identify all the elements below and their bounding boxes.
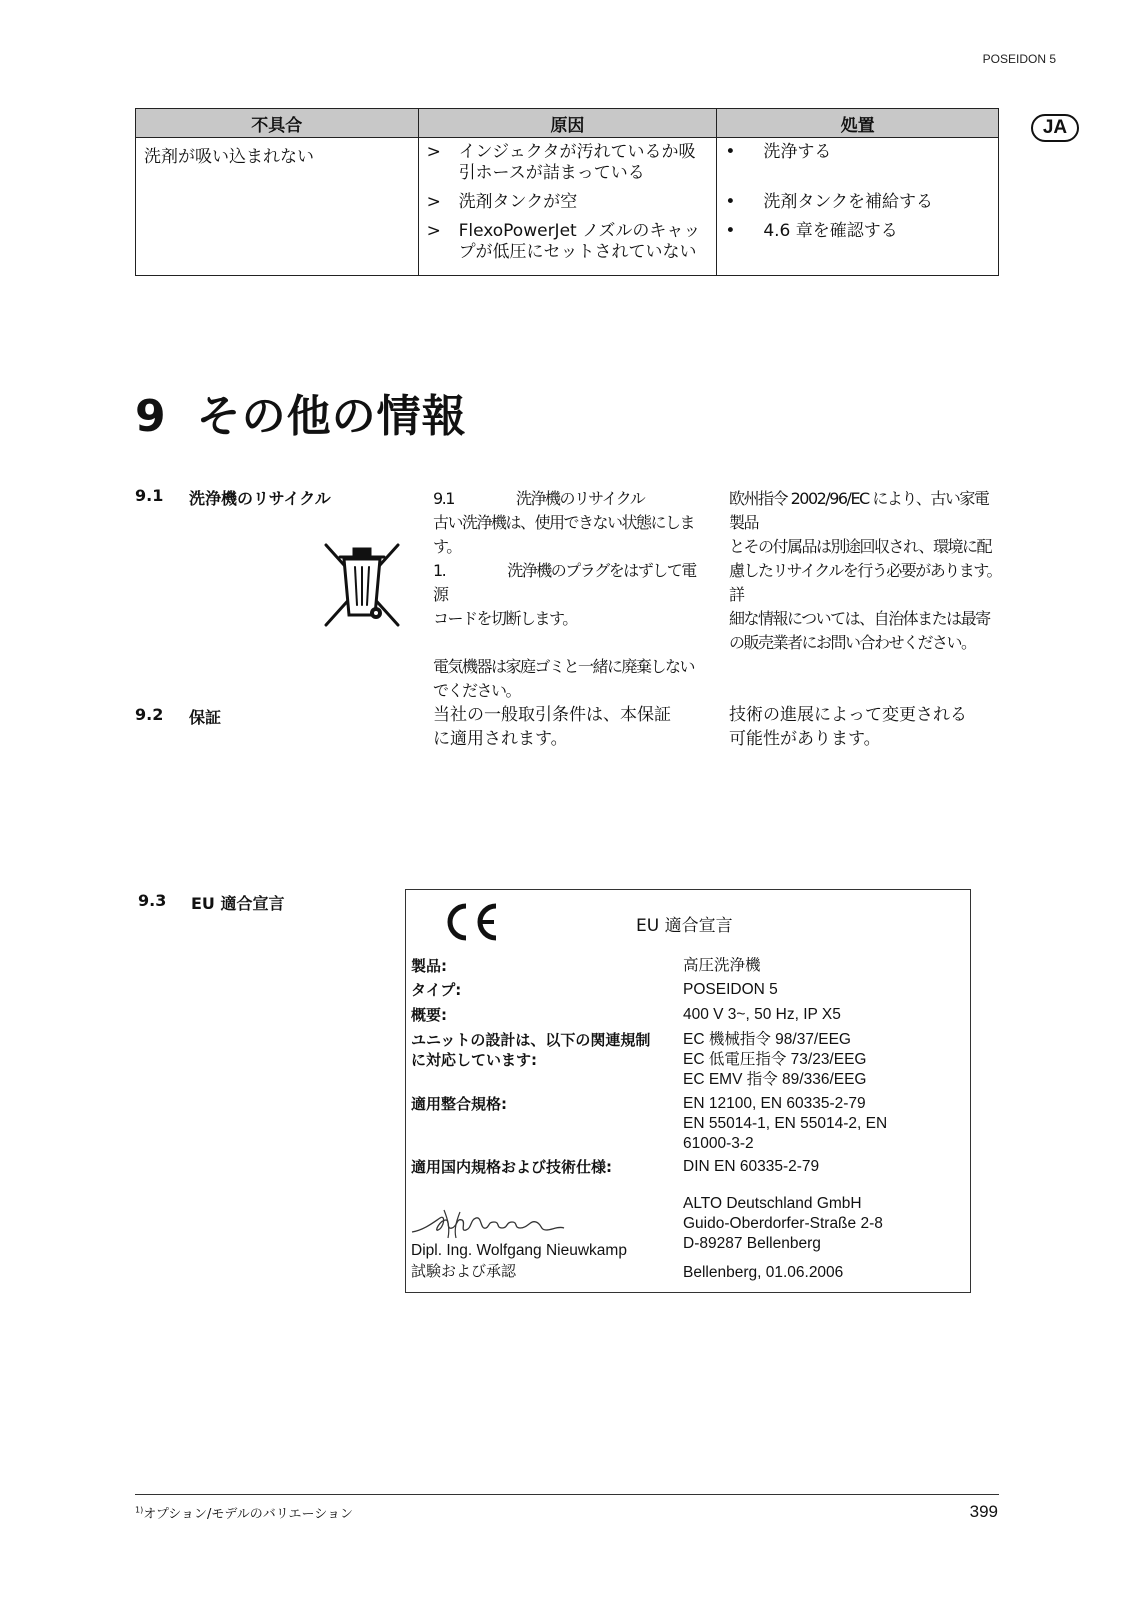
cause-item xyxy=(427,221,709,263)
header-product-name: POSEIDON 5 xyxy=(982,52,1056,66)
recycle-line: 古い洗浄機は、使用できない状態にしま xyxy=(433,513,695,532)
recycle-heading: 9.1 洗浄機のリサイクル xyxy=(433,489,645,508)
chapter-title xyxy=(135,380,467,444)
remedy-bullet: • xyxy=(725,142,736,162)
remedy-text: 洗剤タンクを補給する xyxy=(763,192,933,212)
remedy-item xyxy=(725,221,990,242)
recycle-line: とその付属品は別途回収され、環境に配 xyxy=(729,537,991,556)
warranty-text-col1 xyxy=(433,703,708,751)
summary-value: 400 V 3~, 50 Hz, IP X5 xyxy=(683,1006,841,1023)
section-title: EU 適合宣言 xyxy=(191,894,285,913)
table-header-cause: 原因 xyxy=(418,109,717,138)
company-line: D-89287 Bellenberg xyxy=(683,1235,821,1252)
cause-item xyxy=(427,142,709,184)
signer-role: 試験および承認 xyxy=(411,1262,517,1280)
signature-image xyxy=(410,1208,568,1240)
warranty-text-col2 xyxy=(729,703,1004,751)
chapter-title-text: その他の情報 xyxy=(196,391,467,442)
remedy-item xyxy=(725,142,990,163)
signer-name: Dipl. Ing. Wolfgang Nieuwkamp xyxy=(411,1242,627,1259)
cause-marker: > xyxy=(426,142,441,162)
cause-item xyxy=(427,192,709,213)
national-standards-label: 適用国内規格および技術仕様: xyxy=(411,1158,612,1176)
remedy-item xyxy=(725,192,990,213)
recycle-line: の販売業者にお問い合わせください。 xyxy=(729,633,976,652)
cause-marker: > xyxy=(426,221,441,241)
company-line: ALTO Deutschland GmbH xyxy=(683,1195,862,1212)
design-label-line: ユニットの設計は、以下の関連規制 xyxy=(411,1031,651,1049)
standard-value: EN 55014-1, EN 55014-2, EN xyxy=(683,1115,888,1132)
footnote xyxy=(135,1503,353,1522)
footer-divider xyxy=(135,1494,999,1495)
ce-mark-icon xyxy=(444,902,500,942)
directive-value: EC 機械指令 98/37/EEG xyxy=(683,1031,851,1048)
footnote-text: オプション/モデルのバリエーション xyxy=(143,1507,353,1522)
section-title: 洗浄機のリサイクル xyxy=(189,489,331,508)
cause-text: インジェクタが汚れているか吸 引ホースが詰まっている xyxy=(458,142,696,183)
footnote-marker: 1) xyxy=(135,1505,144,1515)
remedy-bullet: • xyxy=(725,192,736,212)
recycle-line: 細な情報については、自治体または最寄 xyxy=(729,609,990,628)
standard-value: 61000-3-2 xyxy=(683,1135,754,1152)
standards-values xyxy=(683,1094,887,1154)
table-row xyxy=(136,138,999,276)
recycle-text-col2 xyxy=(729,487,1001,655)
design-label xyxy=(411,1030,650,1070)
type-value: POSEIDON 5 xyxy=(683,981,778,998)
company-line: Guido-Oberdorfer-Straße 2-8 xyxy=(683,1215,883,1232)
recycle-line: 慮したリサイクルを行う必要があります。詳 xyxy=(729,561,1001,604)
table-header-problem: 不具合 xyxy=(136,109,419,138)
directive-value: EC 低電圧指令 73/23/EEG xyxy=(683,1051,867,1068)
chapter-number: 9 xyxy=(135,391,167,442)
section-number: 9.2 xyxy=(135,705,164,724)
directive-value: EC EMV 指令 89/336/EEG xyxy=(683,1071,867,1088)
remedy-cell xyxy=(717,138,999,276)
standard-value: EN 12100, EN 60335-2-79 xyxy=(683,1095,866,1112)
remedy-bullet: • xyxy=(725,221,736,241)
design-values xyxy=(683,1030,867,1090)
section-title: 保証 xyxy=(189,708,222,727)
cause-text: 洗剤タンクが空 xyxy=(458,192,578,212)
eu-declaration-box xyxy=(405,889,971,1293)
recycle-line: コードを切断します。 xyxy=(433,609,577,628)
warranty-line: 技術の進展によって変更される xyxy=(729,705,967,725)
recycle-warning: 電気機器は家庭ゴミと一緒に廃棄しない xyxy=(433,657,695,676)
table-header-remedy: 処置 xyxy=(717,109,999,138)
national-standards-value: DIN EN 60335-2-79 xyxy=(683,1158,820,1175)
page-number: 399 xyxy=(969,1502,998,1521)
cause-text: FlexoPowerJet ノズルのキャッ プが低圧にセットされていない xyxy=(458,221,701,262)
place-date: Bellenberg, 01.06.2006 xyxy=(683,1264,844,1281)
troubleshooting-table xyxy=(135,108,999,276)
section-number: 9.3 xyxy=(138,891,167,910)
cause-cell xyxy=(418,138,717,276)
company-address xyxy=(683,1194,883,1254)
problem-cell xyxy=(136,138,419,276)
language-badge: JA xyxy=(1031,114,1079,142)
standards-label: 適用整合規格: xyxy=(411,1095,507,1113)
type-label: タイプ: xyxy=(411,981,462,999)
recycle-text-col1 xyxy=(433,487,701,703)
warranty-line: 可能性があります。 xyxy=(729,729,881,749)
recycle-step: 1. 洗浄機のプラグをはずして電源 xyxy=(433,561,696,604)
recycle-line: す。 xyxy=(433,537,461,556)
recycle-warning: でください。 xyxy=(433,681,521,700)
recycle-line: 欧州指令 2002/96/EC により、古い家電製品 xyxy=(729,489,989,532)
warranty-line: に適用されます。 xyxy=(433,729,568,749)
eu-declaration-heading: EU 適合宣言 xyxy=(636,916,733,936)
remedy-text: 4.6 章を確認する xyxy=(763,221,898,241)
section-number: 9.1 xyxy=(135,486,164,505)
remedy-text: 洗浄する xyxy=(763,142,832,162)
design-label-line: に対応しています: xyxy=(411,1051,537,1069)
product-value: 高圧洗浄機 xyxy=(683,957,761,974)
cause-marker: > xyxy=(426,192,441,212)
summary-label: 概要: xyxy=(411,1006,447,1024)
weee-recycle-icon xyxy=(324,543,400,627)
warranty-line: 当社の一般取引条件は、本保証 xyxy=(433,705,671,725)
problem-text: 洗剤が吸い込まれない xyxy=(144,147,314,167)
product-label: 製品: xyxy=(411,957,447,975)
